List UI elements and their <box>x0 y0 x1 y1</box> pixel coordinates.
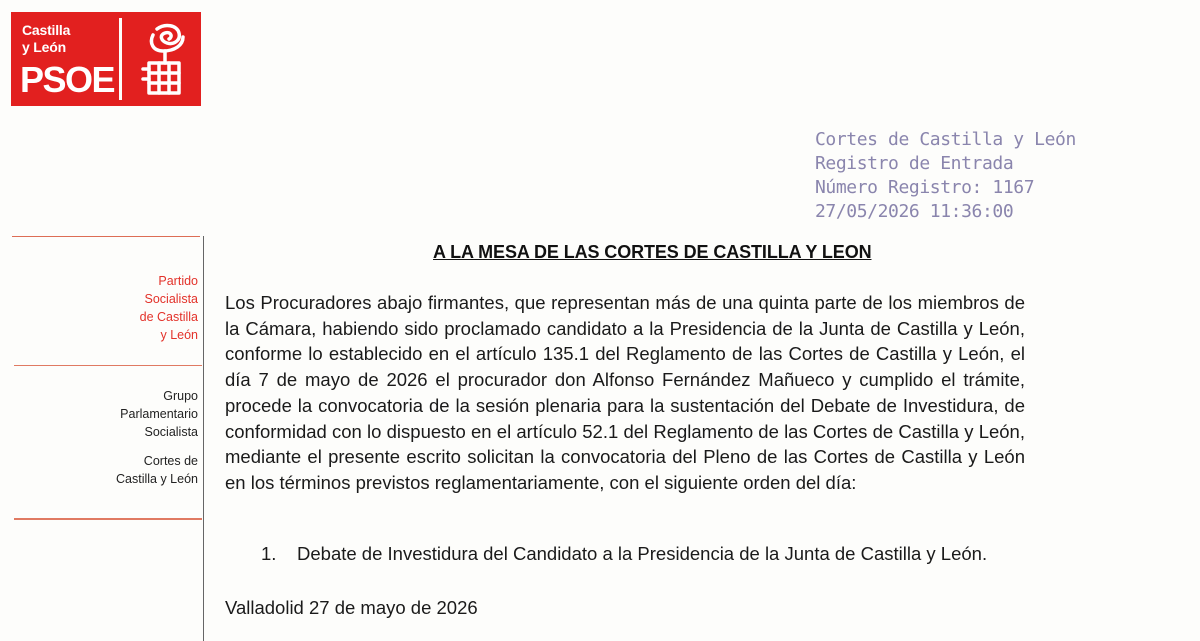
sidebar-party-line: Partido <box>158 274 198 288</box>
sidebar-cortes-line: Cortes de <box>143 454 198 468</box>
sidebar-party <box>140 272 198 344</box>
sidebar-cortes <box>116 452 198 488</box>
stamp-line-datetime: 27/05/2026 11:36:00 <box>815 201 1014 222</box>
stamp-line-number: Número Registro: 1167 <box>815 177 1035 198</box>
document-body: Los Procuradores abajo firmantes, que representan más de una quinta parte de los miembros de la Cámara, habiendo sido proclamado candidato a la Presidencia de la Junta de Castilla y León, conforme lo establecido en el artículo 135.1 del Reglamento de las Cortes de Castilla y León, el día 7 de mayo de 2026 el procurador don Alfonso Fernández Mañueco y cumplido el trámite, procede la convocatoria de la sesión plenaria para la sustentación del Debate de Investidura, de conformidad con lo dispuesto en el artículo 52.1 del Reglamento de las Cortes de Castilla y León, mediante el presente escrito solicitan la convocatoria del Pleno de las Cortes de Castilla y León en los términos previstos reglamentariamente, con el siguiente orden del día: <box>225 292 1025 493</box>
stamp-line-registry: Registro de Entrada <box>815 153 1014 174</box>
logo-divider <box>119 18 122 100</box>
sidebar-cortes-line: Castilla y León <box>116 472 198 486</box>
sidebar-group-line: Socialista <box>144 425 198 439</box>
agenda-item <box>261 543 987 565</box>
rose-in-fist-icon <box>135 23 195 99</box>
agenda-item-number: 1. <box>261 543 277 564</box>
place-and-date: Valladolid 27 de mayo de 2026 <box>225 597 478 618</box>
psoe-logo <box>11 12 201 106</box>
sidebar-group <box>120 387 198 441</box>
stamp-line-institution: Cortes de Castilla y León <box>815 129 1076 150</box>
sidebar-party-line: de Castilla <box>139 310 198 324</box>
sidebar-vertical-rule <box>203 236 204 641</box>
logo-region-line1: Castilla <box>22 22 71 38</box>
sidebar-party-line: Socialista <box>144 292 198 306</box>
logo-brand: PSOE <box>20 59 115 100</box>
logo-region-line2: y León <box>22 39 66 55</box>
document-heading: A LA MESA DE LAS CORTES DE CASTILLA Y LEON <box>433 242 872 262</box>
sidebar-party-line: y León <box>160 328 198 342</box>
agenda-item-text: Debate de Investidura del Candidato a la Presidencia de la Junta de Castilla y León. <box>297 543 988 564</box>
registry-stamp <box>815 128 1076 224</box>
sidebar-middle-rule <box>14 365 202 366</box>
sidebar-bottom-rule <box>14 518 202 520</box>
sidebar-group-line: Parlamentario <box>120 407 198 421</box>
sidebar-top-rule <box>12 236 200 237</box>
sidebar-group-line: Grupo <box>163 389 198 403</box>
